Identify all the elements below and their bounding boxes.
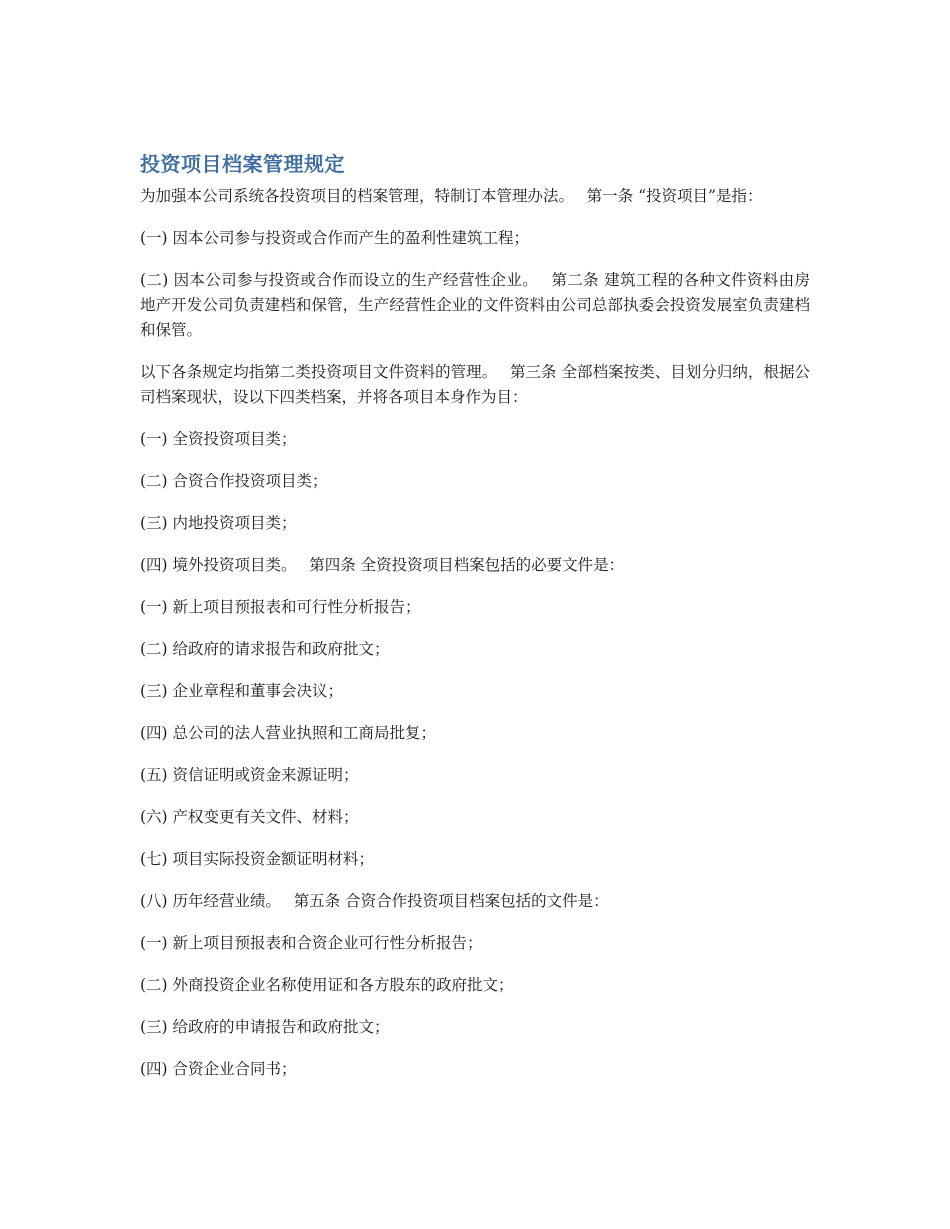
paragraph: (七) 项目实际投资金额证明材料； <box>140 850 375 868</box>
paragraph: (三) 企业章程和董事会决议； <box>140 682 344 700</box>
document-title: 投资项目档案管理规定 <box>140 152 345 176</box>
paragraph: (四) 总公司的法人营业执照和工商局批复； <box>140 724 437 742</box>
paragraph: (三) 给政府的申请报告和政府批文； <box>140 1018 390 1036</box>
paragraph: (三) 内地投资项目类； <box>140 514 297 532</box>
paragraph: (一) 全资投资项目类； <box>140 430 297 448</box>
paragraph: (八) 历年经营业绩。 第五条 合资合作投资项目档案包括的文件是： <box>140 892 609 910</box>
document-body <box>140 150 810 1099</box>
paragraph: (二) 给政府的请求报告和政府批文； <box>140 640 390 658</box>
paragraph: (四) 境外投资项目类。 第四条 全资投资项目档案包括的必要文件是： <box>140 556 625 574</box>
paragraph: (一) 新上项目预报表和合资企业可行性分析报告； <box>140 934 483 952</box>
paragraph: (二) 外商投资企业名称使用证和各方股东的政府批文； <box>140 976 514 994</box>
paragraph: (五) 资信证明或资金来源证明； <box>140 766 359 784</box>
paragraph: (二) 因本公司参与投资或合作而设立的生产经营性企业。 第二条 建筑工程的各种文件资料由房地产开发公司负责建档和保管，生产经营性企业的文件资料由公司总部执委会投资发展室负责建档和保管。 <box>140 271 810 339</box>
paragraph: 以下各条规定均指第二类投资项目文件资料的管理。 第三条 全部档案按类、目划分归纳，根据公司档案现状，设以下四类档案，并将各项目本身作为目： <box>140 363 810 406</box>
paragraph: (二) 合资合作投资项目类； <box>140 472 328 490</box>
paragraph: (四) 合资企业合同书； <box>140 1060 297 1078</box>
paragraph-intro: 为加强本公司系统各投资项目的档案管理，特制订本管理办法。 第一条 “投资项目”是指： <box>140 187 763 205</box>
paragraph: (一) 新上项目预报表和可行性分析报告； <box>140 598 421 616</box>
paragraph: (一) 因本公司参与投资或合作而产生的盈利性建筑工程； <box>140 229 530 247</box>
paragraph: (六) 产权变更有关文件、材料； <box>140 808 359 826</box>
